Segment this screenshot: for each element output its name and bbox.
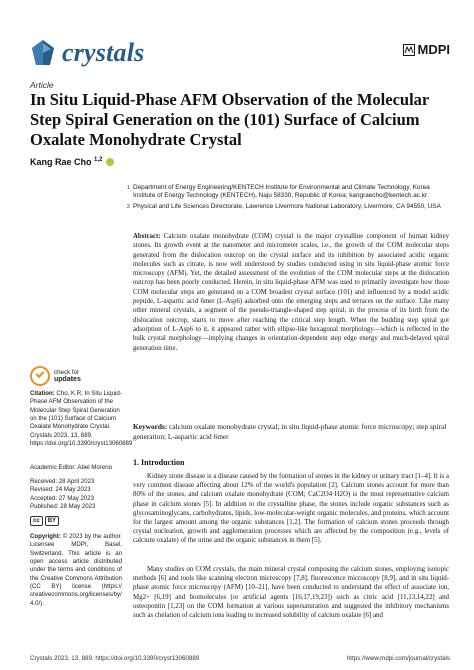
by-icon: BY — [45, 516, 59, 526]
page-footer — [30, 655, 450, 662]
dates-block — [30, 478, 122, 511]
keywords-label: Keywords: — [133, 422, 168, 431]
date-published: Published: 28 May 2023 — [30, 503, 96, 511]
intro-p2-text: Many studies on COM crystals, the main mineral crystal composing the calcium stones, employing isotopic methods [6] and tools like scanning electron microscopy [7,8], fluorescence microscopy [8,9], and in situ liquid-phase atomic force microscopy (AFM) [10–21], have been conducted to understand the effect of associate ion, Mg2+ [6,19] and biomolecules (or artificial agents [16,17,19,23]) such as citric acid [11,13,14,22] and osteopontin [1,23] on the COM formation at various supersaturation and suggested the inhibitory mechanisms such as chelation of calcium ions leading to increased solubility of calcium oxalate [6] and — [133, 566, 449, 620]
article-type: Article — [30, 80, 54, 90]
abstract — [133, 232, 449, 353]
publisher-name: MDPI — [417, 42, 450, 57]
affiliation-1 — [127, 184, 443, 200]
copyright-text: © 2023 by the author. Licensee MDPI, Basel, Switzerland. This article is an open access article distributed under the terms and conditions of the Creative Commons Attribution (CC BY) license (https:// creativecommons.org/licenses/by/ 4.0/). — [30, 533, 122, 607]
citation-label: Citation: — [30, 390, 55, 397]
check-updates-line1: check for — [54, 368, 80, 376]
crystal-icon — [30, 39, 56, 67]
affiliation-number: 1 — [127, 185, 130, 191]
date-revised: Revised: 24 May 2023 — [30, 486, 91, 494]
journal-logo[interactable] — [30, 38, 144, 68]
mdpi-icon — [403, 44, 415, 56]
affiliation-text: Physical and Life Sciences Directorate, Lawrence Livermore National Laboratory, Livermore, CA 94550, USA — [133, 203, 441, 210]
intro-paragraph-2 — [133, 565, 449, 620]
check-for-updates[interactable] — [30, 366, 122, 386]
section-heading: 1. Introduction — [133, 458, 185, 467]
keywords-text: calcium oxalate monohydrate crystal; in situ liquid-phase atomic force microscopy; step spiral generation; L-aspartic acid 6mer — [133, 422, 447, 442]
intro-paragraph-1 — [133, 472, 449, 546]
footer-journal-link[interactable]: https://www.mdpi.com/journal/crystals — [346, 655, 450, 662]
author-affiliation-marks: 1,2 — [94, 157, 103, 163]
copyright-label: Copyright: — [30, 533, 61, 540]
date-received: Received: 28 April 2023 — [30, 478, 95, 485]
copyright-block — [30, 533, 122, 608]
academic-editor: Academic Editor: Abel Moreno — [30, 464, 112, 471]
affiliation-number: 2 — [127, 204, 130, 210]
footer-citation[interactable]: Crystals 2023, 13, 889. https://doi.org/10.3390/cryst13060889 — [30, 655, 200, 662]
keywords — [133, 422, 449, 443]
cc-license-badge[interactable] — [30, 516, 122, 526]
intro-p1-text: Kidney stone disease is a disease caused by the formation of stones in the kidney or urinary tract [1–4]. It is a very common disease affecting about 12% of the world's population [2]. Calcium stones account for more than 80% of the stones, and calcium oxalate monohydrate (COM; CaC2O4·H2O) is the most representative calcium phase in calcium stones [5]. In addition to the crystalline phase, the stones include organic substances such as glycosaminoglycans, carbohydrates, lipids, low-molecular-weight organic molecules, and proteins, which account for the largest amount among the organic substances [1,2]. The formation of calcium stones proceeds through crystal nucleation, growth and agglomeration processes which are affected by the composition (e.g., levels of calcium oxalate) of the urine and the organic substances in them [5]. — [133, 473, 449, 545]
citation-block — [30, 390, 133, 448]
cc-icon: cc — [30, 516, 43, 526]
affiliation-2 — [127, 203, 443, 211]
abstract-label: Abstract: — [133, 233, 161, 240]
abstract-text: Calcium oxalate monohydrate (COM) crystal is the major crystalline component of human kidney stones. Its growth event at the nanometer and micrometer scales, i.e., the growth of the COM molecular steps generated from the dislocation outcrop on the crystal surface and its inhibition by associated acidic organic molecules such as citrate, is now well understood by studies conducted using in situ liquid-phase atomic force microscopy (AFM). Yet, the detailed assessment of the evolution of the COM molecular steps at the dislocation outcrop has been poorly conducted. Herein, in situ liquid-phase AFM was used to primarily investigate how those COM molecular steps are generated on a COM broadest crystal surface (101) and influenced by a model acidic peptide, L-aspartic acid 6mer (L-Asp6) adsorbed onto the emerging steps and terraces on the surface. Like many other mineral crystals, a segment of the pseudo-triangle-shaped step spiral, in the process of its birth from the dislocation outcrop, starts to move after reaching the critical step length. When the budding step spiral got adsorption of L-Asp6 to it, it appeared rather with ellipse-like hexagonal morphology—which is reflected in the bulk crystal morphology—implying changes in orientation-dependent step edge energy and much-delayed spiral generation time. — [133, 233, 449, 352]
date-accepted: Accepted: 27 May 2023 — [30, 494, 95, 502]
check-updates-line2: updates — [54, 376, 81, 383]
article-title: In Situ Liquid-Phase AFM Observation of the Molecular Step Spiral Generation on the (101) Surface of Calcium Oxalate Monohydrate Crystal — [30, 90, 429, 149]
affiliation-text: Department of Energy Engineering/KENTECH Institute for Environmental and Climate Technology, Korea Institute of Energy Technology (KENTECH), Naju 58330, Republic of Korea; kangraecho@kentech.ac.kr — [133, 184, 430, 200]
publisher-logo[interactable] — [403, 42, 451, 57]
check-updates-icon — [30, 366, 50, 386]
author-line — [30, 157, 114, 167]
journal-name: crystals — [62, 38, 145, 67]
citation-text: Cho, K.R. In Situ Liquid-Phase AFM Observation of the Molecular Step Spiral Generation on the (101) Surface of Calcium Oxalate Monohydrate Crystal. Crystals 2023, 13, 889. https://doi.org/10.3390/cryst13060889 — [30, 390, 133, 448]
author-name[interactable]: Kang Rae Cho — [30, 157, 92, 167]
orcid-icon[interactable] — [106, 158, 114, 166]
